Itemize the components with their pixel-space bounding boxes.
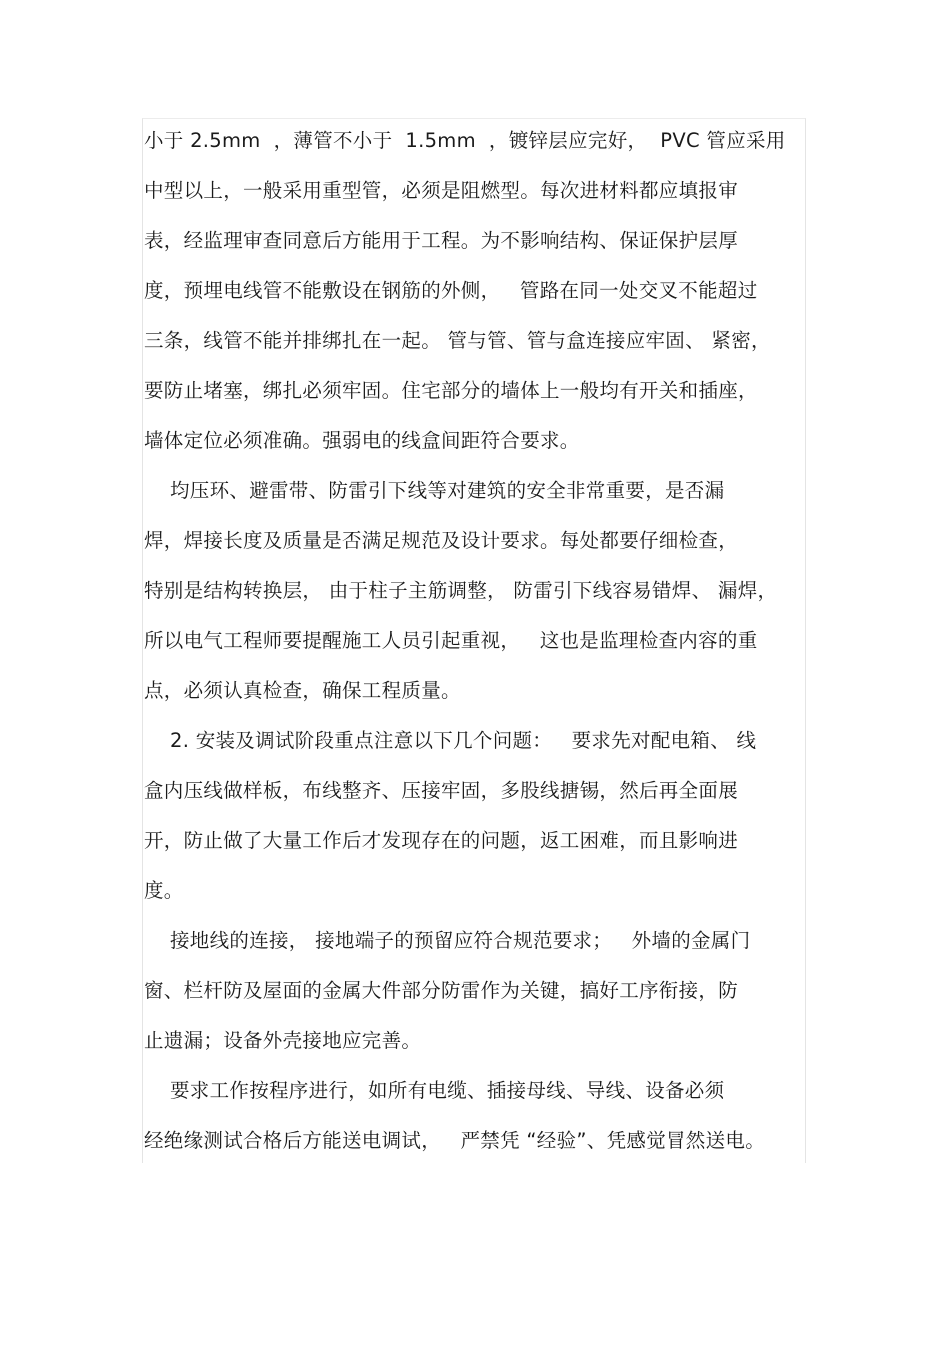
text-line: 中型以上，一般采用重型管，必须是阻燃型。每次进材料都应填报审 [144,179,739,202]
text-line: 特别是结构转换层， 由于柱子主筋调整， 防雷引下线容易错焊、 漏焊， [144,579,778,602]
text-line: 要求工作按程序进行，如所有电缆、插接母线、导线、设备必须 [144,1079,725,1102]
text-line: 盒内压线做样板，布线整齐、压接牢固，多股线搪锡，然后再全面展 [144,779,739,802]
text-line: 点，必须认真检查，确保工程质量。 [144,679,461,702]
text-line: 度。 [144,879,184,902]
text-line: 小于 2.5mm ，薄管不小于 1.5mm ，镀锌层应完好， PVC 管应采用 [144,129,786,152]
text-line: 开，防止做了大量工作后才发现存在的问题，返工困难，而且影响进 [144,829,739,852]
text-line: 经绝缘测试合格后方能送电调试， 严禁凭 “经验”、凭感觉冒然送电。 [144,1129,765,1152]
text-line: 均压环、避雷带、防雷引下线等对建筑的安全非常重要，是否漏 [144,479,725,502]
text-line: 要防止堵塞，绑扎必须牢固。住宅部分的墙体上一般均有开关和插座， [144,379,758,402]
text-line: 窗、栏杆防及屋面的金属大件部分防雷作为关键，搞好工序衔接，防 [144,979,739,1002]
text-line: 墙体定位必须准确。强弱电的线盒间距符合要求。 [144,429,580,452]
text-line: 接地线的连接， 接地端子的预留应符合规范要求； 外墙的金属门 [144,929,751,952]
text-line: 表，经监理审查同意后方能用于工程。为不影响结构、保证保护层厚 [144,229,739,252]
text-line: 所以电气工程师要提醒施工人员引起重视， 这也是监理检查内容的重 [144,629,758,652]
text-line: 焊，焊接长度及质量是否满足规范及设计要求。每处都要仔细检查， [144,529,739,552]
text-line: 度，预埋电线管不能敷设在钢筋的外侧， 管路在同一处交叉不能超过 [144,279,758,302]
text-line: 三条，线管不能并排绑扎在一起。 管与管、管与盒连接应牢固、 紧密， [144,329,771,352]
text-line: 止遗漏；设备外壳接地应完善。 [144,1029,422,1052]
text-line: 2. 安装及调试阶段重点注意以下几个问题： 要求先对配电箱、 线 [144,729,757,752]
